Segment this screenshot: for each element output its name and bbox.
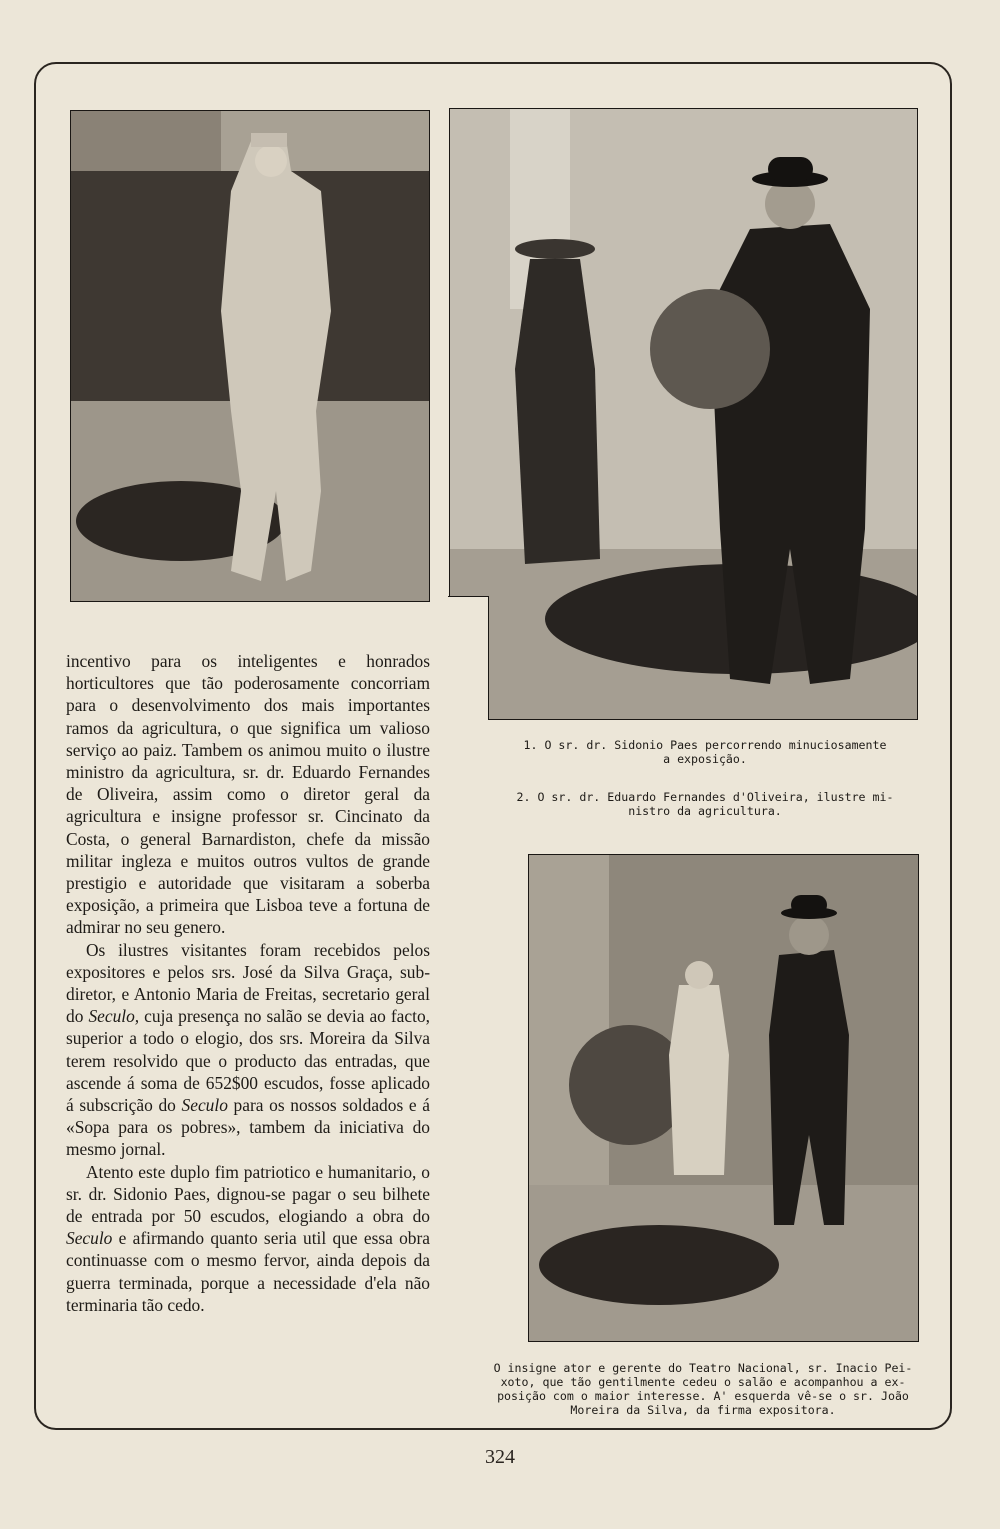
article-paragraph: [66, 1161, 430, 1316]
paragraph-text: incentivo para os inteligentes e honrados horticultores que tão poderosamente concorriam para o desenvolvimento dos mais importantes ramos da agricultura, o que significa um valioso serviço ao paiz. Tambem os animou muito o ilustre ministro da agricultura, sr. dr. Eduardo Fernandes de Oliveira, assim como o diretor geral da agricultura e insigne professor sr. Cincinato da Costa, o general Barnardiston, chefe da missão militar ingleza e muitos outros vultos de grande prestigio e autoridade que visitaram a soberba exposição, a primeira que Lisboa teve a fortuna de admirar no seu genero.: [66, 651, 430, 938]
photo-caption-2: [505, 790, 905, 818]
photo-caption-3: [488, 1361, 918, 1417]
caption-line: 1. O sr. dr. Sidonio Paes percorrendo minuciosamente: [523, 738, 887, 752]
photo-corner-cutout: [448, 596, 489, 720]
minister-with-woman-photo: [449, 108, 918, 720]
military-officer-photo: [70, 110, 430, 602]
page-number: 324: [485, 1446, 515, 1468]
caption-line: xoto, que tão gentilmente cedeu o salão e acompanhou a ex-: [500, 1375, 906, 1389]
caption-line: nistro da agricultura.: [628, 804, 782, 818]
caption-line: a exposição.: [663, 752, 747, 766]
newspaper-name: Seculo,: [88, 1006, 140, 1027]
article-body: [66, 650, 430, 1316]
newspaper-name: Seculo: [66, 1228, 113, 1249]
article-paragraph: [66, 939, 430, 1161]
actor-with-girl-photo: [528, 854, 919, 1342]
paragraph-text: Atento este duplo fim patriotico e humanitario, o sr. dr. Sidonio Paes, dignou-se pagar o seu bilhete de entrada por 50 escudos, elogiando a obra do: [66, 1161, 430, 1227]
paragraph-text: e afirmando quanto seria util que essa obra continuasse com o mesmo fervor, ainda depois da guerra terminada, porque a necessidade d'ela não terminaria tão cedo.: [66, 1228, 430, 1315]
photo-illustration: [71, 111, 429, 601]
newspaper-name: Seculo: [181, 1095, 228, 1116]
caption-line: posição com o maior interesse. A' esquerda vê-se o sr. João: [497, 1389, 909, 1403]
paragraph-text: cuja presença no salão se devia ao facto, superior a todo o elogio, dos srs. Moreira da Silva terem resolvido que o producto das entradas, que ascende á soma de 652$00 escudos, fosse aplicado á subscrição do: [66, 1006, 430, 1116]
paragraph-text: Os ilustres visitantes foram recebidos pelos expositores e pelos srs. José da Silva Graça, sub-diretor, e Antonio Maria de Freitas, secretario geral do: [66, 939, 430, 1027]
photo-illustration: [529, 855, 918, 1341]
caption-line: Moreira da Silva, da firma expositora.: [570, 1403, 836, 1417]
article-paragraph: [66, 650, 430, 939]
photo-caption-1: [505, 738, 905, 766]
caption-line: 2. O sr. dr. Eduardo Fernandes d'Oliveira, ilustre mi-: [516, 790, 894, 804]
paragraph-text: para os nossos soldados e á «Sopa para os pobres», tambem da iniciativa do mesmo jornal.: [66, 1095, 430, 1160]
caption-line: O insigne ator e gerente do Teatro Nacional, sr. Inacio Pei-: [493, 1361, 913, 1375]
photo-illustration: [450, 109, 917, 719]
